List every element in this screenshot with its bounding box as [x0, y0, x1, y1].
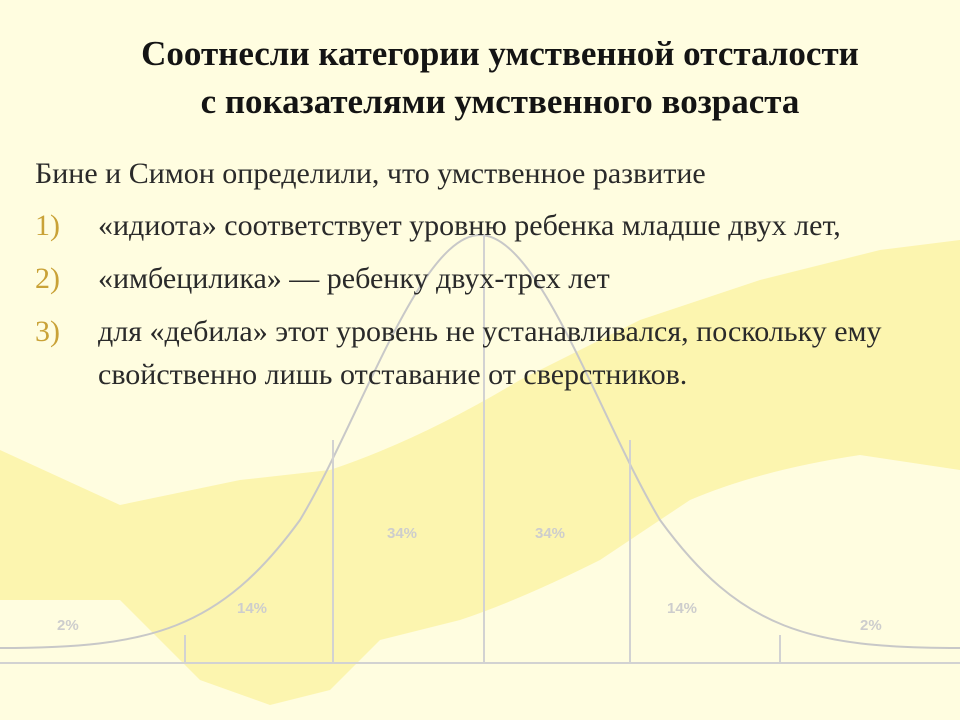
list-item-text: для «дебила» этот уровень не устанавливался, поскольку ему свойственно лишь отставание от сверстников.: [98, 315, 882, 391]
list-item: [35, 310, 915, 396]
curve-label: 2%: [57, 617, 79, 634]
slide-title: [40, 30, 960, 126]
title-line-1: Соотнесли категории умственной отсталости: [141, 34, 859, 73]
curve-label: 2%: [860, 617, 882, 634]
numbered-list: [35, 204, 915, 406]
list-item-number: 3): [35, 315, 60, 348]
list-item-number: 2): [35, 262, 60, 295]
curve-label: 34%: [535, 525, 566, 542]
list-item-text: «имбецилика» — ребенку двух-трех лет: [98, 262, 610, 295]
list-item: [35, 257, 915, 300]
list-item-text: «идиота» соответствует уровню ребенка младше двух лет,: [98, 209, 841, 242]
list-item: [35, 204, 915, 247]
curve-label: 14%: [667, 600, 698, 617]
intro-text: Бине и Симон определили, что умственное развитие: [35, 157, 706, 190]
curve-label: 14%: [237, 600, 268, 617]
title-line-2: с показателями умственного возраста: [200, 82, 800, 121]
list-item-number: 1): [35, 209, 60, 242]
curve-label: 34%: [387, 525, 418, 542]
